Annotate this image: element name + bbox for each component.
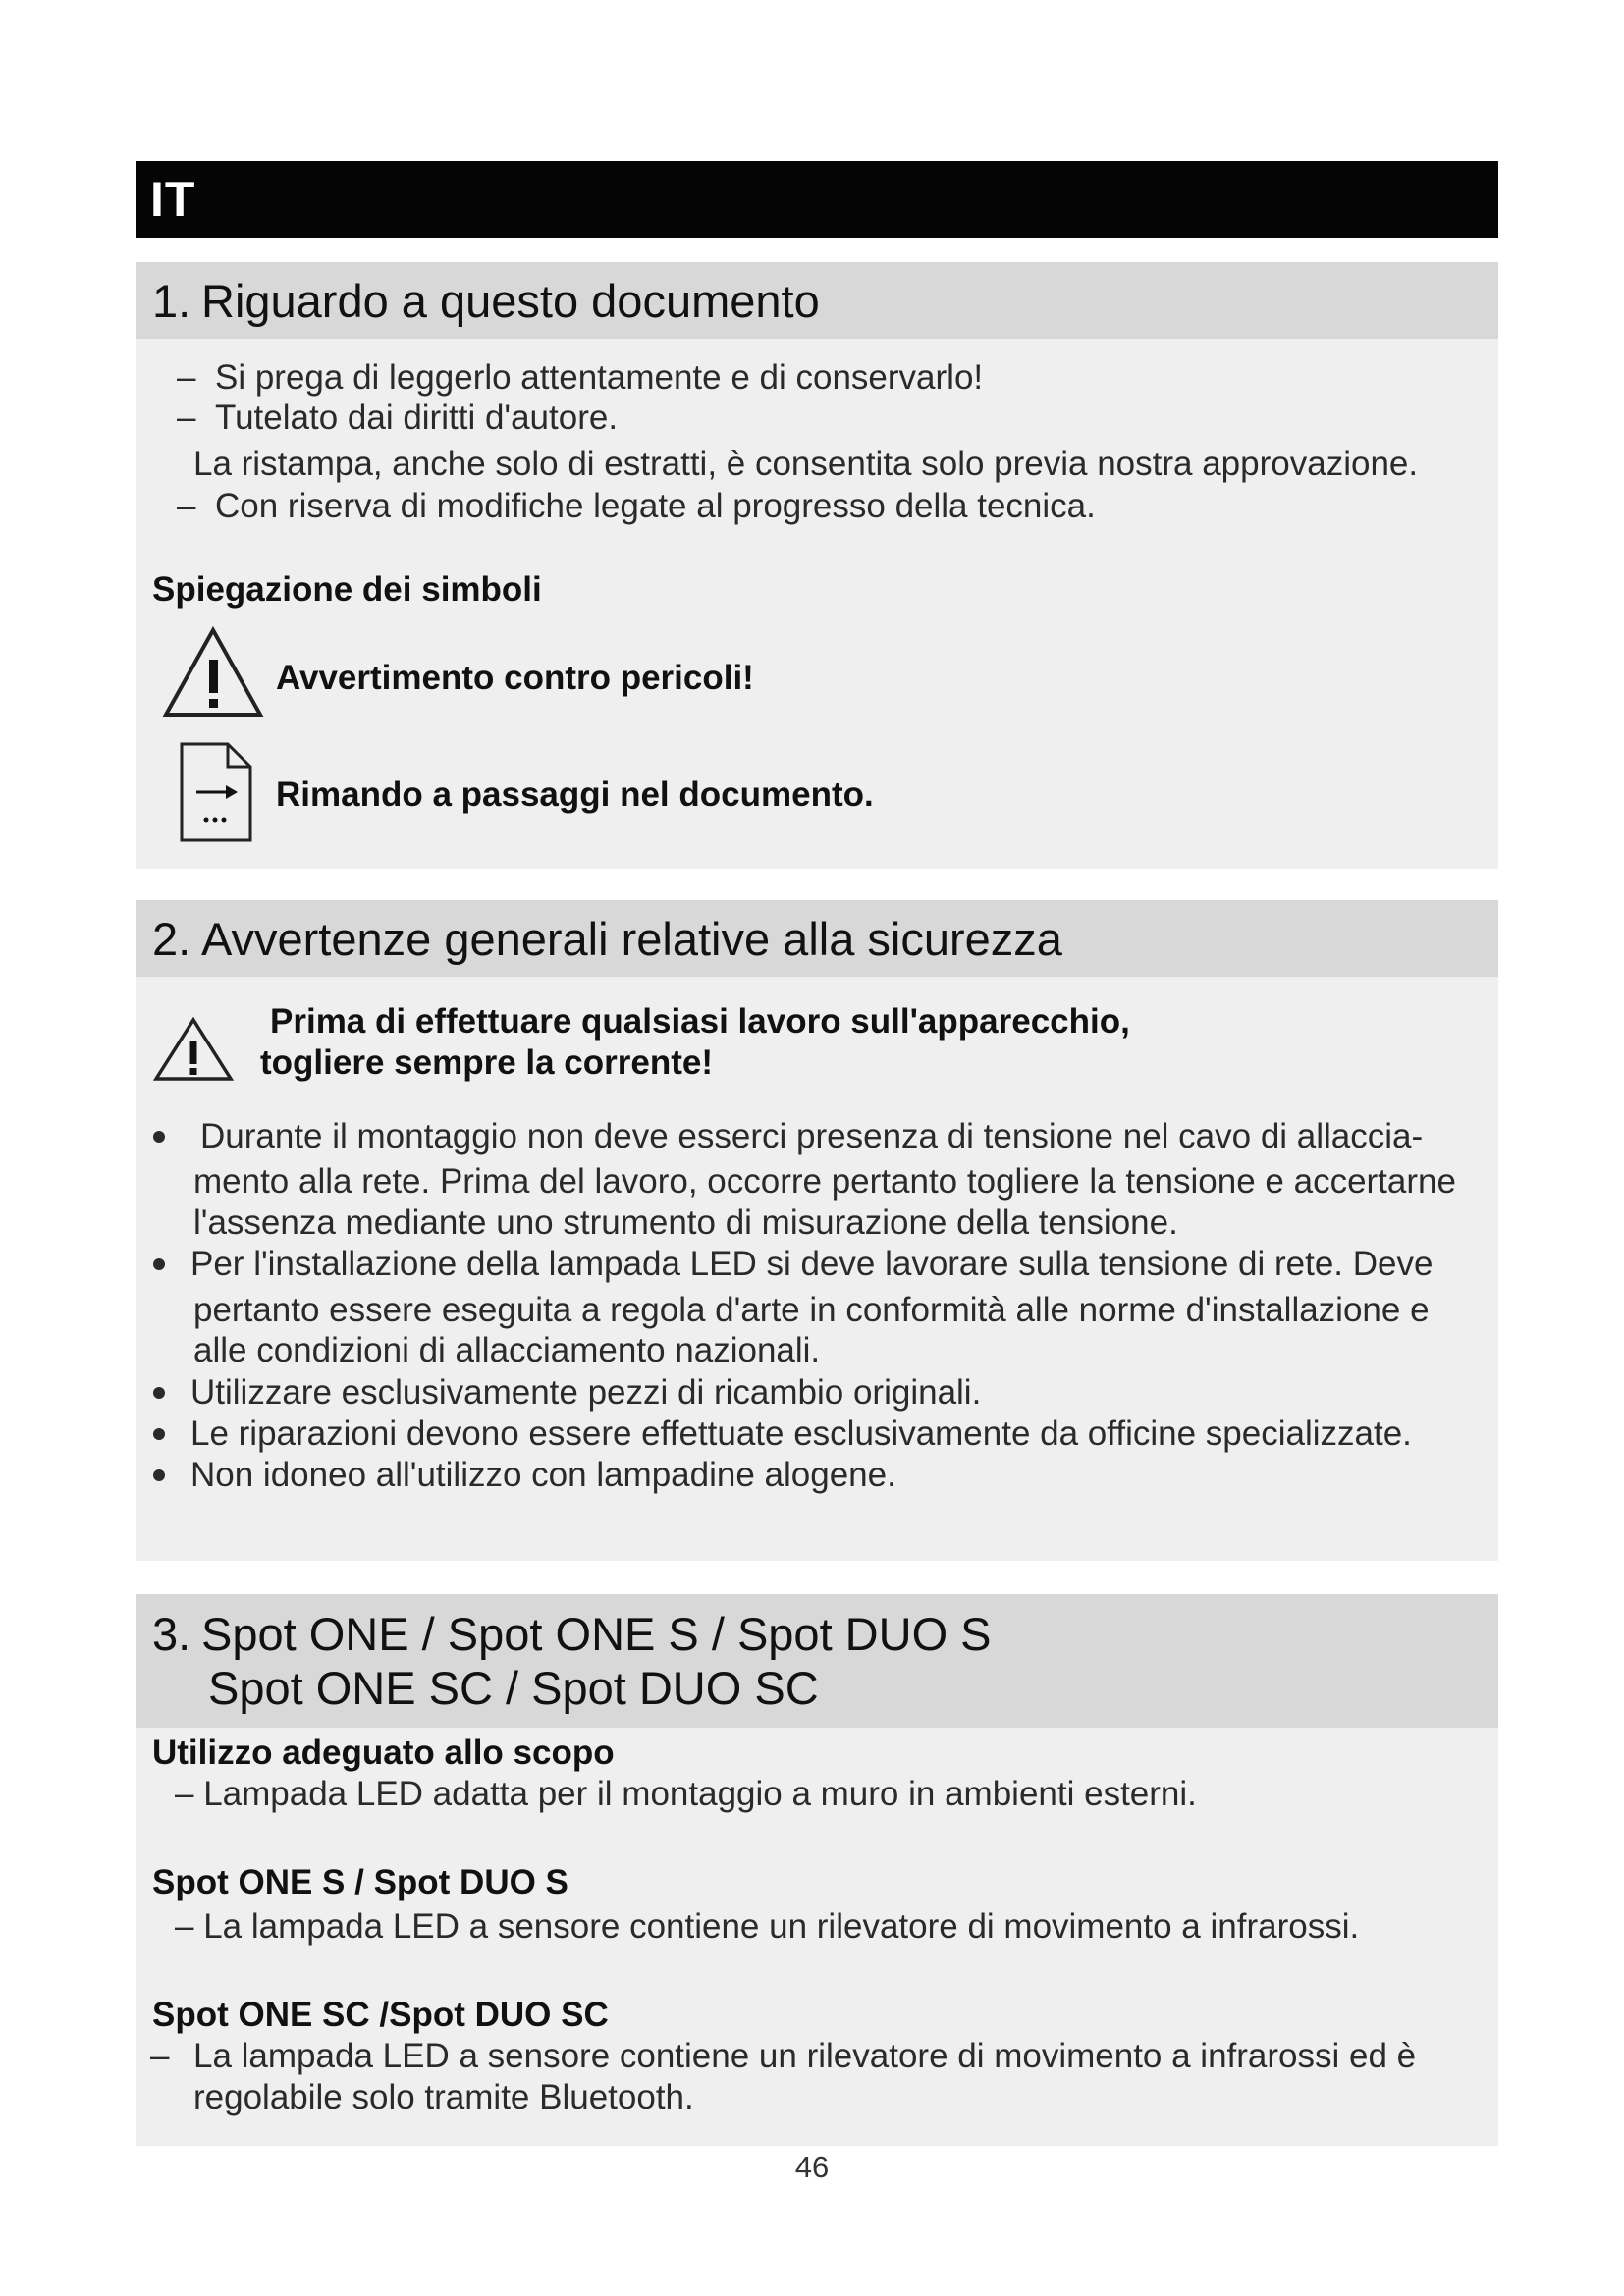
page-number: 46 [794, 2150, 830, 2184]
section-3-title-line-1: Spot ONE / Spot ONE S / Spot DUO S [201, 1608, 992, 1660]
section-about-document [136, 262, 1498, 869]
symbols-heading: Spiegazione dei simboli [152, 570, 542, 609]
bullet-dot [153, 1387, 165, 1399]
bullet-item-2-line-2: pertanto essere eseguita a regola d'arte in conformità alle norme d'installazione e [193, 1291, 1430, 1329]
bullet-dot [153, 1469, 165, 1481]
bullet-item-1-line-2: mento alla rete. Prima del lavoro, occorre pertanto togliere la tensione e accertarne [193, 1162, 1456, 1201]
bullet-dot [153, 1428, 165, 1440]
section-safety-warnings [136, 900, 1498, 1561]
section-product-spot [136, 1594, 1498, 2146]
bullet-item-2-line-1: Per l'installazione della lampada LED si deve lavorare sulla tensione di rete. Deve [190, 1245, 1434, 1283]
intended-use-heading: Utilizzo adeguato allo scopo [152, 1734, 615, 1772]
section-3-number: 3. [152, 1608, 191, 1660]
symbol-reference-label: Rimando a passaggi nel documento. [276, 775, 874, 814]
section-2-header [136, 900, 1498, 977]
bullet-dot [153, 1258, 165, 1270]
section-2-number: 2. [152, 912, 191, 965]
warning-triangle-icon [153, 1017, 234, 1082]
section-1-header [136, 262, 1498, 339]
section-3-header [136, 1594, 1498, 1728]
spot-s-heading: Spot ONE S / Spot DUO S [152, 1863, 568, 1901]
document-reference-icon [179, 741, 253, 843]
bullet-item-3: Utilizzare esclusivamente pezzi di ricambio originali. [190, 1373, 982, 1412]
list-item: Si prega di leggerlo attentamente e di conservarlo! [215, 358, 984, 397]
warning-triangle-icon [162, 626, 264, 719]
intended-use-item: – Lampada LED adatta per il montaggio a muro in ambienti esterni. [175, 1775, 1197, 1813]
bullet-item-1-line-1: Durante il montaggio non deve esserci presenza di tensione nel cavo di allaccia- [200, 1117, 1424, 1155]
bullet-item-4: Le riparazioni devono essere effettuate esclusivamente da officine specializzate. [190, 1415, 1412, 1453]
bullet-dot [153, 1131, 165, 1143]
section-3-title-line-2: Spot ONE SC / Spot DUO SC [208, 1662, 819, 1714]
warning-line-1: Prima di effettuare qualsiasi lavoro sull'apparecchio, [270, 1002, 1130, 1041]
dash-marker: – [150, 2037, 170, 2075]
language-bar [136, 161, 1498, 238]
spot-s-item: – La lampada LED a sensore contiene un rilevatore di movimento a infrarossi. [175, 1907, 1360, 1946]
dash-marker: – [177, 487, 196, 525]
spot-sc-item-line-1: La lampada LED a sensore contiene un rilevatore di movimento a infrarossi ed è [193, 2037, 1417, 2075]
spot-sc-item-line-2: regolabile solo tramite Bluetooth. [193, 2078, 694, 2116]
bullet-item-1-line-3: l'assenza mediante uno strumento di misurazione della tensione. [193, 1203, 1178, 1242]
warning-line-2: togliere sempre la corrente! [260, 1043, 713, 1082]
list-item: Con riserva di modifiche legate al progresso della tecnica. [215, 487, 1096, 525]
section-1-title: Riguardo a questo documento [201, 274, 820, 327]
section-1-number: 1. [152, 274, 191, 327]
bullet-item-5: Non idoneo all'utilizzo con lampadine alogene. [190, 1456, 896, 1494]
section-2-title: Avvertenze generali relative alla sicurezza [201, 912, 1062, 965]
list-item: Tutelato dai diritti d'autore. [215, 399, 619, 437]
language-label: IT [150, 172, 196, 227]
copyright-note: La ristampa, anche solo di estratti, è consentita solo previa nostra approvazione. [193, 445, 1419, 483]
symbol-warning-label: Avvertimento contro pericoli! [276, 659, 754, 697]
dash-marker: – [177, 358, 196, 397]
bullet-item-2-line-3: alle condizioni di allacciamento nazionali. [193, 1331, 821, 1369]
spot-sc-heading: Spot ONE SC /Spot DUO SC [152, 1996, 609, 2034]
dash-marker: – [177, 399, 196, 437]
